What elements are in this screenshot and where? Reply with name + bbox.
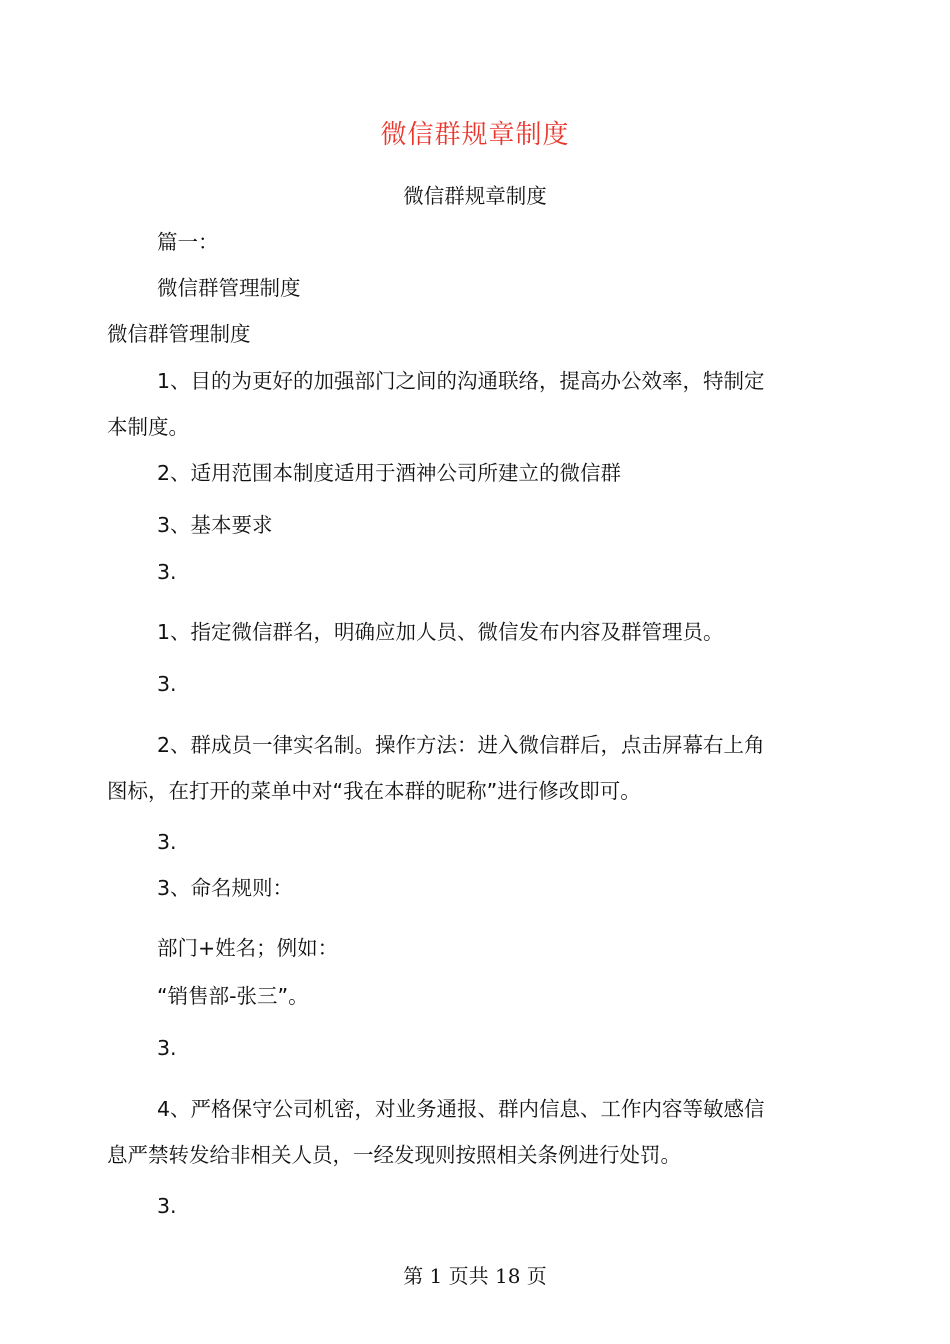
- paragraph-line: 3、命名规则：: [157, 876, 294, 900]
- paragraph-line: 2、群成员一律实名制。操作方法：进入微信群后，点击屏幕右上角: [157, 733, 765, 757]
- paragraph-line: 本制度。: [107, 415, 189, 439]
- section-heading-repeat: 微信群管理制度: [107, 322, 251, 346]
- document-title: 微信群规章制度: [380, 120, 570, 150]
- paragraph-line: “销售部-张三”。: [157, 984, 309, 1008]
- paragraph-line: 部门+姓名；例如：: [157, 936, 339, 960]
- paragraph-line: 息严禁转发给非相关人员，一经发现则按照相关条例进行处罚。: [107, 1143, 681, 1167]
- paragraph-line: 3.: [157, 560, 177, 584]
- paragraph-line: 3.: [157, 1194, 177, 1218]
- paragraph-line: 4、严格保守公司机密，对业务通报、群内信息、工作内容等敏感信: [157, 1097, 765, 1121]
- document-subtitle: 微信群规章制度: [403, 184, 547, 208]
- paragraph-line: 3.: [157, 1036, 177, 1060]
- paragraph-line: 1、目的为更好的加强部门之间的沟通联络，提高办公效率，特制定: [157, 369, 765, 393]
- paragraph-line: 3.: [157, 830, 177, 854]
- paragraph-line: 3、基本要求: [157, 513, 273, 537]
- paragraph-line: 3.: [157, 672, 177, 696]
- section-heading: 微信群管理制度: [157, 276, 301, 300]
- section-label: 篇一：: [157, 230, 219, 254]
- paragraph-line: 图标，在打开的菜单中对“我在本群的昵称”进行修改即可。: [107, 779, 641, 803]
- page-footer: 第 1 页共 18 页: [403, 1264, 547, 1288]
- paragraph-line: 1、指定微信群名，明确应加人员、微信发布内容及群管理员。: [157, 620, 724, 644]
- paragraph-line: 2、适用范围本制度适用于酒神公司所建立的微信群: [157, 461, 622, 485]
